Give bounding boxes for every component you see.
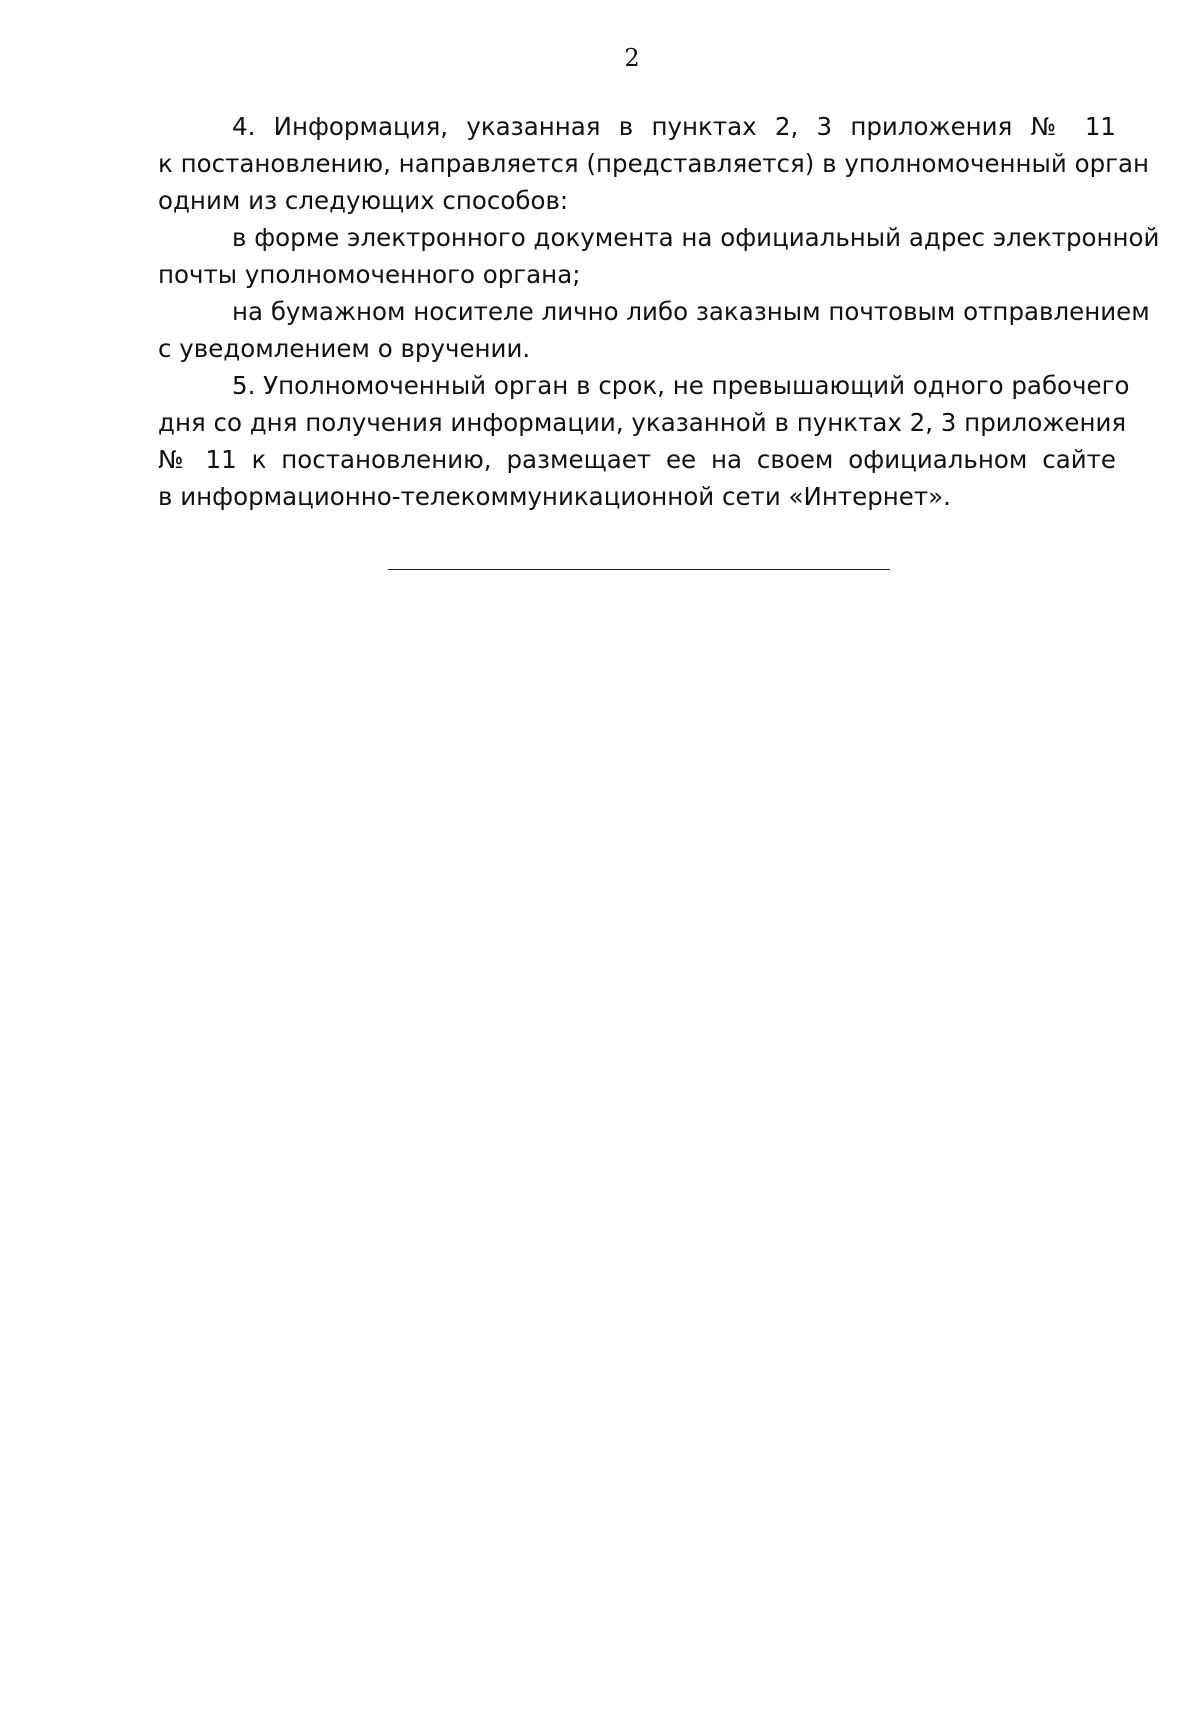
page-number: 2: [624, 44, 640, 72]
end-divider: [388, 569, 890, 570]
paragraph-item-5: [158, 367, 1130, 515]
document-body: [158, 108, 1160, 515]
paragraph-line: к постановлению, направляется (представляется) в уполномоченный орган: [158, 149, 1150, 178]
paragraph-line: с уведомлением о вручении.: [158, 334, 531, 363]
paragraph-line: на бумажном носителе лично либо заказным почтовым отправлением: [232, 297, 1150, 326]
paragraph-line: 5. Уполномоченный орган в срок, не превышающий одного рабочего: [232, 371, 1130, 400]
paragraph-electronic-method: [158, 219, 1160, 293]
paragraph-line: № 11 к постановлению, размещает ее на своем официальном сайте: [158, 445, 1116, 474]
paragraph-line: дня со дня получения информации, указанной в пунктах 2, 3 приложения: [158, 408, 1127, 437]
scan-artifact: [955, 1652, 956, 1653]
paragraph-line: в форме электронного документа на официальный адрес электронной: [232, 223, 1160, 252]
paragraph-line: 4. Информация, указанная в пунктах 2, 3 приложения № 11: [232, 112, 1116, 141]
paragraph-line: почты уполномоченного органа;: [158, 260, 581, 289]
paragraph-line: в информационно-телекоммуникационной сети «Интернет».: [158, 482, 951, 511]
paragraph-line: одним из следующих способов:: [158, 186, 569, 215]
paragraph-item-4: [158, 108, 1150, 219]
paragraph-paper-method: [158, 293, 1150, 367]
